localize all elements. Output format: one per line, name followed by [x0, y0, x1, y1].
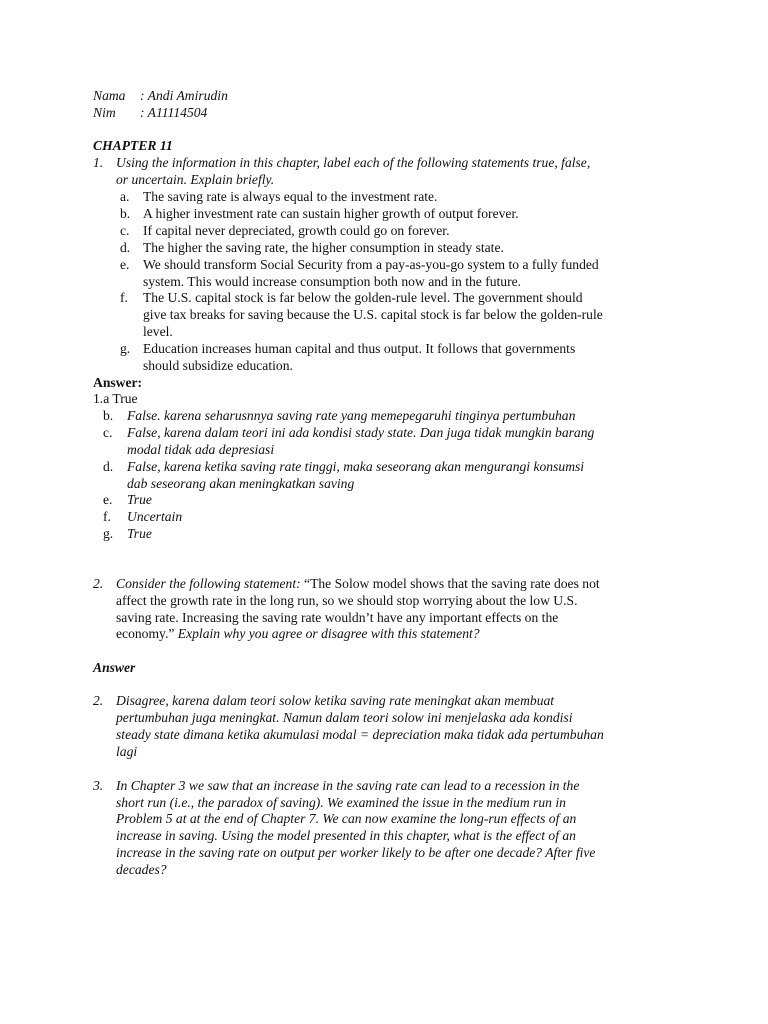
q1-item-text: If capital never depreciated, growth could go on forever.: [143, 223, 450, 238]
answer1-item-text: False, karena dalam teori ini ada kondisi stady state. Dan juga tidak mungkin barang: [127, 425, 595, 440]
q2-line: [116, 576, 600, 593]
q3-line: increase in the saving rate on output per worker likely to be after one decade? After five: [116, 845, 596, 860]
q3-line: In Chapter 3 we saw that an increase in the saving rate can lead to a recession in the: [116, 778, 580, 793]
answer1-item-text: dab seseorang akan meningkatkan saving: [127, 476, 355, 491]
answer-heading: Answer: [93, 660, 136, 675]
q1-prompt-line: or uncertain. Explain briefly.: [116, 172, 275, 187]
q3-line: short run (i.e., the paradox of saving). We examined the issue in the medium run in: [116, 795, 566, 810]
q2-line: affect the growth rate in the long run, so we should stop worrying about the low U.S.: [116, 593, 578, 608]
q2-quote-start: “The Solow model shows that the saving rate does not: [300, 576, 600, 591]
q1-item-text: The U.S. capital stock is far below the golden-rule level. The government should: [143, 290, 583, 305]
chapter-title: CHAPTER 11: [93, 138, 173, 153]
q1-item-label: f.: [120, 290, 128, 305]
q1-item-text: system. This would increase consumption both now and in the future.: [143, 274, 522, 289]
q1-item-label: d.: [120, 240, 131, 255]
name-label: Nama: [93, 88, 126, 103]
nim-value: : A11114504: [140, 105, 208, 120]
answer-heading: Answer:: [93, 375, 143, 390]
nim-label: Nim: [93, 105, 116, 120]
answer2-line: pertumbuhan juga meningkat. Namun dalam teori solow ini menjelaska ada kondisi: [116, 710, 573, 725]
answer1-item-label: f.: [103, 509, 111, 524]
q1-item-label: b.: [120, 206, 131, 221]
answer1-item-text: modal tidak ada depresiasi: [127, 442, 275, 457]
q1-item-text: give tax breaks for saving because the U.S. capital stock is far below the golden-rule: [143, 307, 603, 322]
q2-line: saving rate. Increasing the saving rate wouldn’t have any important effects on the: [116, 610, 559, 625]
q2-lead: Consider the following statement:: [116, 576, 301, 591]
q3-line: Problem 5 at at the end of Chapter 7. We can now examine the long-run effects of an: [116, 811, 577, 826]
answer1-item-label: d.: [103, 459, 114, 474]
q1-item-text: should subsidize education.: [143, 358, 293, 373]
q1-item-label: a.: [120, 189, 130, 204]
q1-item-text: A higher investment rate can sustain higher growth of output forever.: [143, 206, 519, 221]
answer1-item-text: False. karena seharusnnya saving rate yang memepegaruhi tinginya pertumbuhan: [127, 408, 576, 423]
answer1-item-label: e.: [103, 492, 113, 507]
q1-item-label: e.: [120, 257, 130, 272]
answer1-first: 1.a True: [93, 391, 138, 406]
q1-item-text: Education increases human capital and thus output. It follows that governments: [143, 341, 576, 356]
q1-item-label: c.: [120, 223, 130, 238]
answer1-item-text: Uncertain: [127, 509, 183, 524]
answer2-line: lagi: [116, 744, 138, 759]
answer1-item-label: c.: [103, 425, 113, 440]
q1-item-label: g.: [120, 341, 131, 356]
answer1-item-text: True: [127, 526, 152, 541]
q3-line: decades?: [116, 862, 167, 877]
q3-line: increase in saving. Using the model presented in this chapter, what is the effect of an: [116, 828, 576, 843]
q2-number: 2.: [93, 576, 104, 591]
name-value: : Andi Amirudin: [140, 88, 228, 103]
q1-item-text: level.: [143, 324, 173, 339]
answer2-number: 2.: [93, 693, 104, 708]
answer1-item-label: b.: [103, 408, 114, 423]
answer1-item-label: g.: [103, 526, 114, 541]
answer2-line: Disagree, karena dalam teori solow ketika saving rate meningkat akan membuat: [116, 693, 555, 708]
q1-item-text: The saving rate is always equal to the investment rate.: [143, 189, 438, 204]
q1-item-text: We should transform Social Security from a pay-as-you-go system to a fully funded: [143, 257, 599, 272]
q2-quote-end: economy.”: [116, 626, 175, 641]
q1-item-text: The higher the saving rate, the higher consumption in steady state.: [143, 240, 504, 255]
q2-line: [116, 626, 480, 643]
q2-instruction: Explain why you agree or disagree with this statement?: [174, 626, 480, 641]
q1-prompt-line: Using the information in this chapter, label each of the following statements true, false,: [116, 155, 591, 170]
answer1-item-text: True: [127, 492, 152, 507]
answer2-line: steady state dimana ketika akumulasi modal = depreciation maka tidak ada pertumbuhan: [116, 727, 604, 742]
q1-number: 1.: [93, 155, 104, 170]
q3-number: 3.: [93, 778, 104, 793]
answer1-item-text: False, karena ketika saving rate tinggi, maka seseorang akan mengurangi konsumsi: [127, 459, 585, 474]
